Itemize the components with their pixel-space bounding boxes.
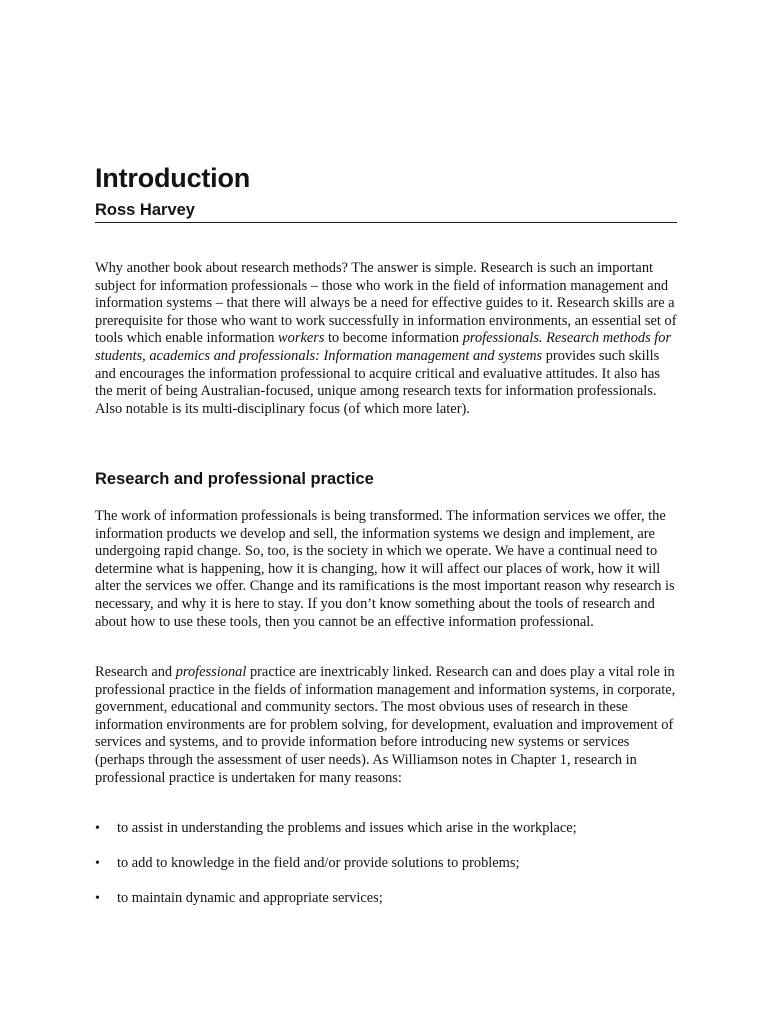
intro-text-2: to become information	[324, 330, 463, 347]
bullet-icon: •	[95, 890, 100, 906]
list-item-text: to add to knowledge in the field and/or provide solutions to problems;	[117, 854, 520, 871]
bullet-icon: •	[95, 855, 100, 871]
intro-text-1: Why another book about research methods? The answer is simple. Research is such an important subject for information professionals – those who work in the field of information management and information systems – that there will always be a need for effective guides to it. Research skills are a prerequisite for those who want to work successfully in information environments, an essential set of tools which enable information	[95, 260, 677, 347]
intro-paragraph	[95, 260, 677, 418]
section-paragraph-2	[95, 664, 677, 787]
intro-emphasis-workers: workers	[278, 330, 325, 347]
list-item	[95, 890, 677, 908]
section-paragraph-2-text-2: practice are inextricably linked. Research can and does play a vital role in professional practice in the fields of information management and information systems, in corporate, government, educational and community sectors. The most obvious uses of research in these information environments are for problem solving, for development, evaluation and improvement of services and systems, and to provide information before introducing new systems or services (perhaps through the assessment of user needs). As Williamson notes in Chapter 1, research in professional practice is undertaken for many reasons:	[95, 664, 676, 786]
chapter-title: Introduction	[95, 163, 251, 193]
author-name: Ross Harvey	[95, 201, 195, 219]
list-item	[95, 820, 677, 838]
section-paragraph-2-emphasis: professional	[175, 664, 247, 680]
document-page	[95, 0, 677, 1024]
section-paragraph-2-text-1: Research and	[95, 664, 176, 680]
intro-emphasis-book-title: professionals. Research methods for students, academics and professionals: Information management and systems	[95, 330, 672, 364]
list-item-text: to assist in understanding the problems and issues which arise in the workplace;	[117, 820, 577, 836]
bullet-icon: •	[95, 821, 100, 836]
intro-text-3: provides such skills and encourages the information professional to acquire critical and evaluative attitudes. It also has the merit of being Australian-focused, unique among research texts for information professionals. Also notable is its multi-disciplinary focus (of which more later).	[95, 347, 661, 417]
section-paragraph-1: The work of information professionals is being transformed. The information services we offer, the information products we develop and sell, the information systems we design and implement, are undergoing rapid change. So, too, is the society in which we operate. We have a continual need to determine what is happening, how it is changing, how it will affect our places of work, how it will alter the services we offer. Change and its ramifications is the most important reason why research is necessary, and why it is here to stay. If you don’t know something about the tools of research and about how to use these tools, then you cannot be an effective information professional.	[95, 508, 675, 630]
list-item-text: to maintain dynamic and appropriate services;	[117, 889, 383, 906]
list-item	[95, 855, 677, 873]
title-divider	[95, 222, 677, 223]
reasons-list	[95, 820, 677, 925]
section-heading: Research and professional practice	[95, 470, 374, 488]
